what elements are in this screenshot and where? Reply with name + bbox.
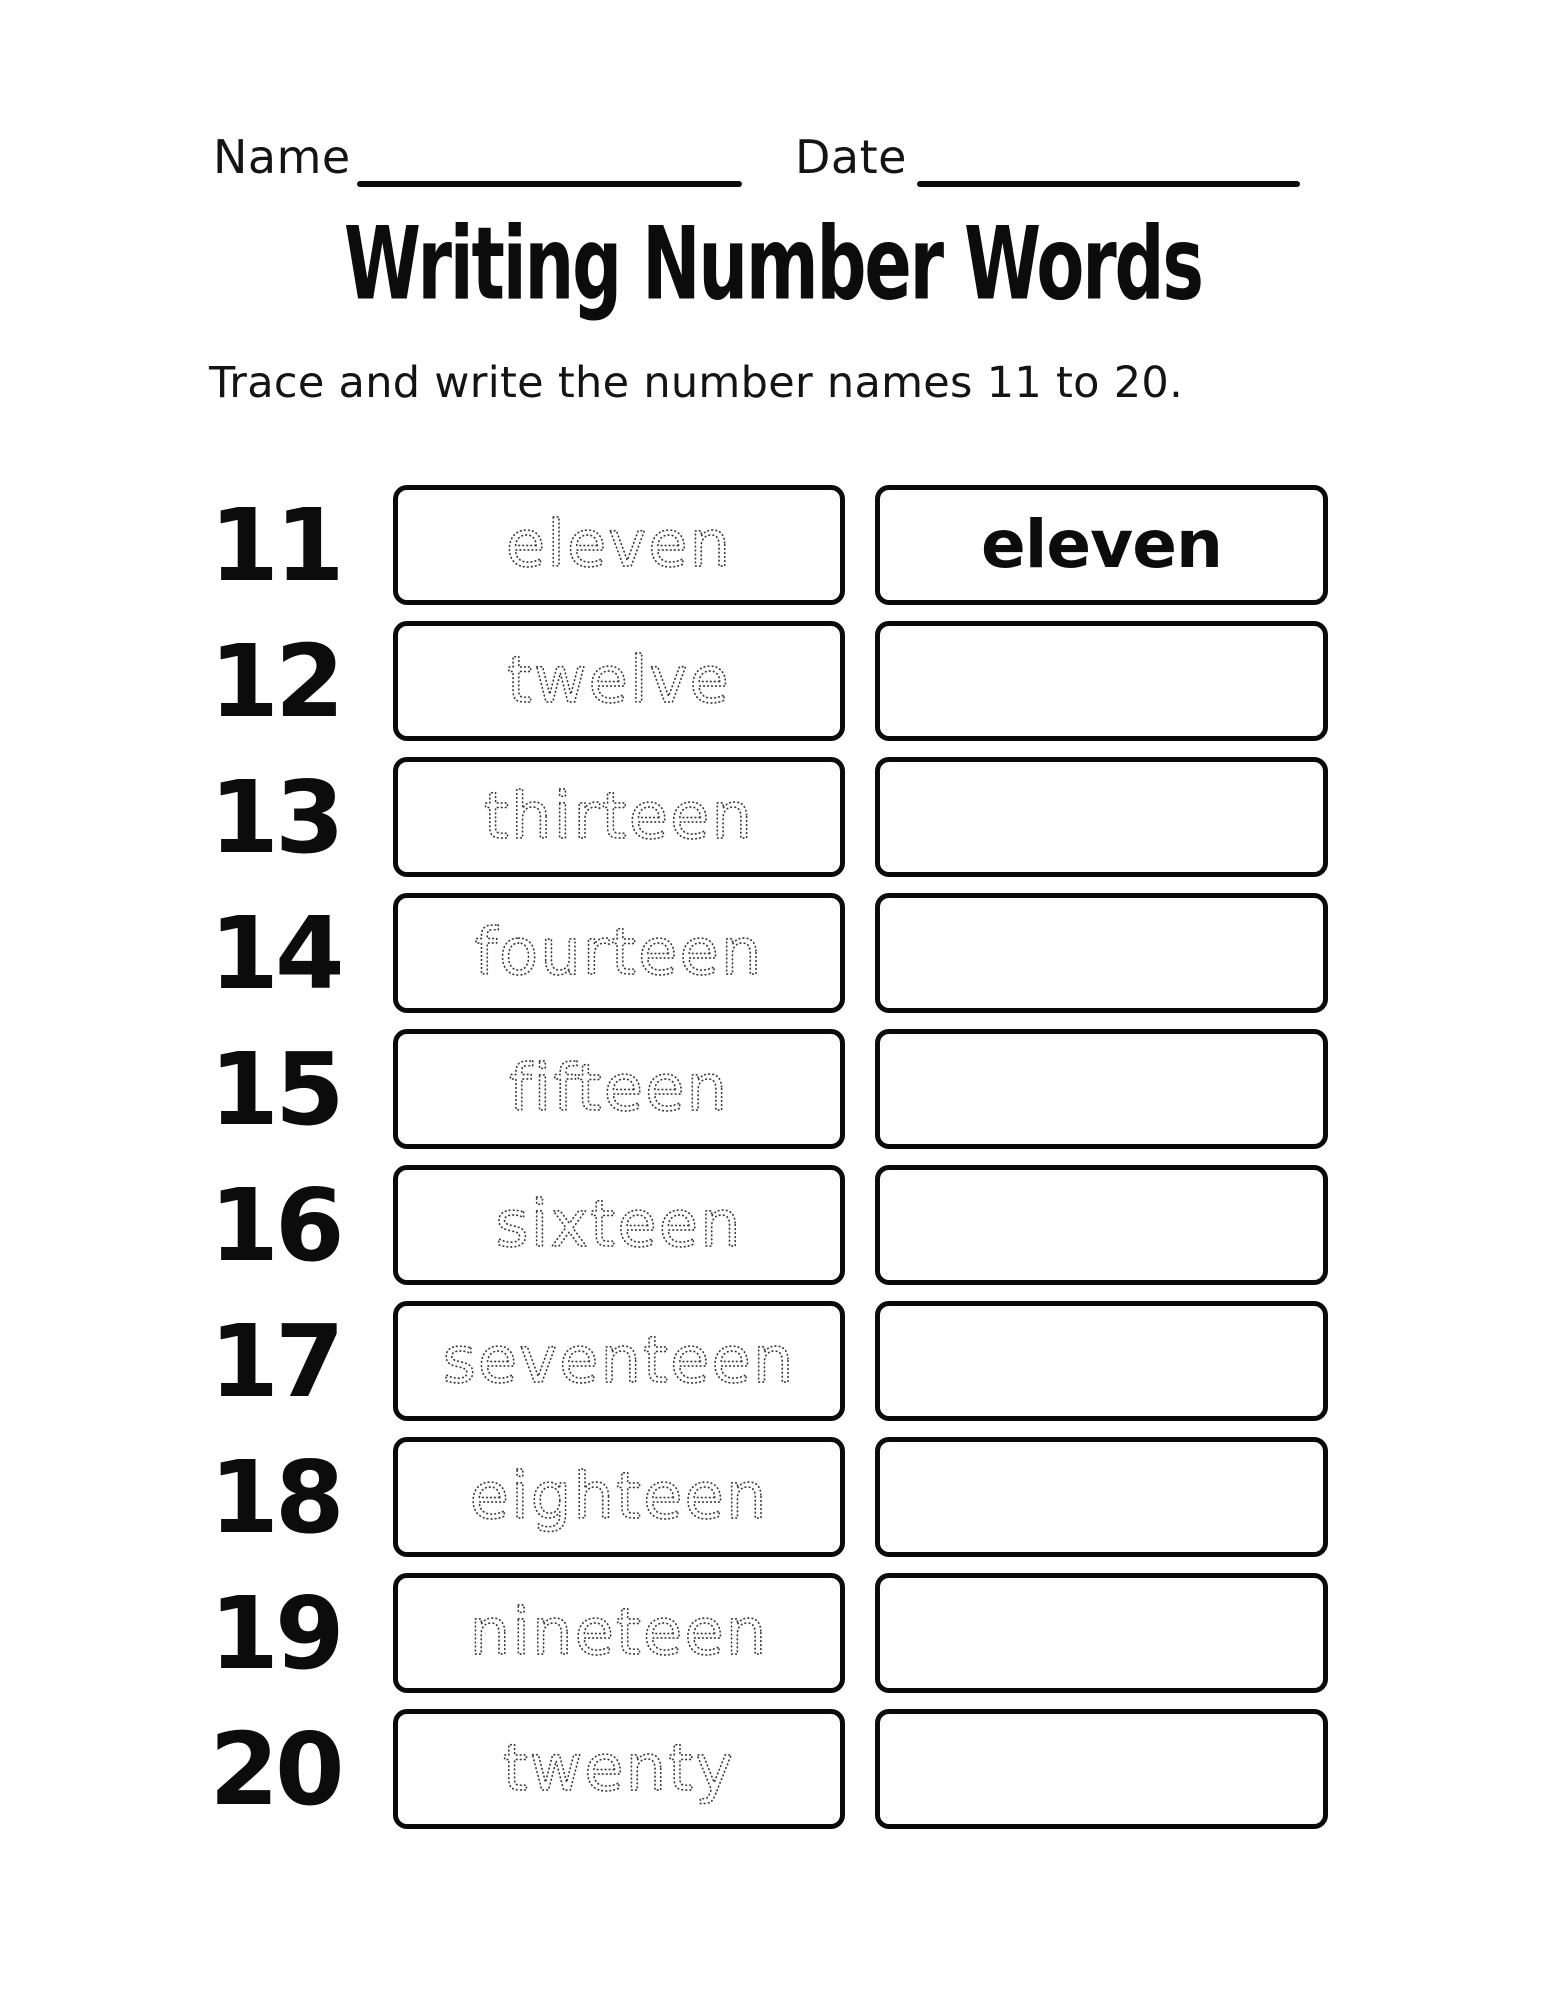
- worksheet-row-17: [0, 1301, 1545, 1421]
- worksheet-rows: [0, 485, 1545, 1829]
- instruction-text: Trace and write the number names 11 to 20.: [209, 358, 1184, 408]
- trace-box[interactable]: [393, 485, 845, 605]
- row-number-label: 13: [209, 758, 341, 876]
- trace-word-svg: [399, 627, 839, 735]
- trace-word-svg: [399, 1579, 839, 1687]
- trace-box[interactable]: [393, 1301, 845, 1421]
- trace-word-svg: [399, 491, 839, 599]
- trace-word-svg: [399, 899, 839, 1007]
- trace-word: sixteen: [495, 1188, 743, 1262]
- row-number-label: 19: [209, 1574, 341, 1692]
- trace-word-svg: [399, 1443, 839, 1551]
- trace-box[interactable]: [393, 1573, 845, 1693]
- worksheet-row-14: [0, 893, 1545, 1013]
- trace-word: eleven: [505, 508, 733, 582]
- worksheet-row-19: [0, 1573, 1545, 1693]
- trace-word: fourteen: [474, 916, 764, 990]
- trace-box[interactable]: [393, 621, 845, 741]
- trace-word-svg: [399, 1035, 839, 1143]
- date-label: Date: [795, 130, 907, 184]
- row-number-label: 12: [209, 622, 341, 740]
- trace-word-svg: [399, 1171, 839, 1279]
- worksheet-row-11: [0, 485, 1545, 605]
- answer-box[interactable]: [875, 1573, 1328, 1693]
- trace-word: twelve: [507, 644, 731, 718]
- answer-box[interactable]: [875, 621, 1328, 741]
- row-number-label: 18: [209, 1438, 341, 1556]
- trace-box[interactable]: [393, 1165, 845, 1285]
- trace-word-svg: [399, 1715, 839, 1823]
- answer-box[interactable]: [875, 1437, 1328, 1557]
- answer-box[interactable]: [875, 757, 1328, 877]
- trace-box[interactable]: [393, 893, 845, 1013]
- worksheet-row-13: [0, 757, 1545, 877]
- worksheet-row-16: [0, 1165, 1545, 1285]
- page-title: Writing Number Words: [343, 204, 1202, 323]
- worksheet-row-18: [0, 1437, 1545, 1557]
- written-answer: eleven: [981, 506, 1222, 583]
- answer-box[interactable]: [875, 1165, 1328, 1285]
- row-number-label: 16: [209, 1166, 341, 1284]
- worksheet-row-20: [0, 1709, 1545, 1829]
- answer-box[interactable]: [875, 485, 1328, 605]
- trace-box[interactable]: [393, 1437, 845, 1557]
- answer-box[interactable]: [875, 1029, 1328, 1149]
- trace-box[interactable]: [393, 1029, 845, 1149]
- trace-word: thirteen: [483, 780, 755, 854]
- row-number-label: 15: [209, 1030, 341, 1148]
- title-wrap: [0, 204, 1545, 323]
- worksheet-row-12: [0, 621, 1545, 741]
- row-number-label: 14: [209, 894, 341, 1012]
- row-number-label: 20: [209, 1710, 341, 1828]
- trace-word: nineteen: [469, 1596, 769, 1670]
- trace-word-svg: [399, 1307, 839, 1415]
- trace-box[interactable]: [393, 1709, 845, 1829]
- answer-box[interactable]: [875, 893, 1328, 1013]
- row-number-label: 17: [209, 1302, 341, 1420]
- trace-word: fifteen: [508, 1052, 730, 1126]
- answer-box[interactable]: [875, 1709, 1328, 1829]
- trace-word-svg: [399, 763, 839, 871]
- trace-box[interactable]: [393, 757, 845, 877]
- answer-box[interactable]: [875, 1301, 1328, 1421]
- row-number-label: 11: [209, 486, 341, 604]
- name-blank-line[interactable]: [357, 181, 742, 187]
- date-blank-line[interactable]: [917, 181, 1300, 187]
- name-label: Name: [213, 130, 351, 184]
- worksheet-row-15: [0, 1029, 1545, 1149]
- trace-word: twenty: [502, 1732, 736, 1806]
- trace-word: eighteen: [469, 1460, 769, 1534]
- trace-word: seventeen: [442, 1324, 796, 1398]
